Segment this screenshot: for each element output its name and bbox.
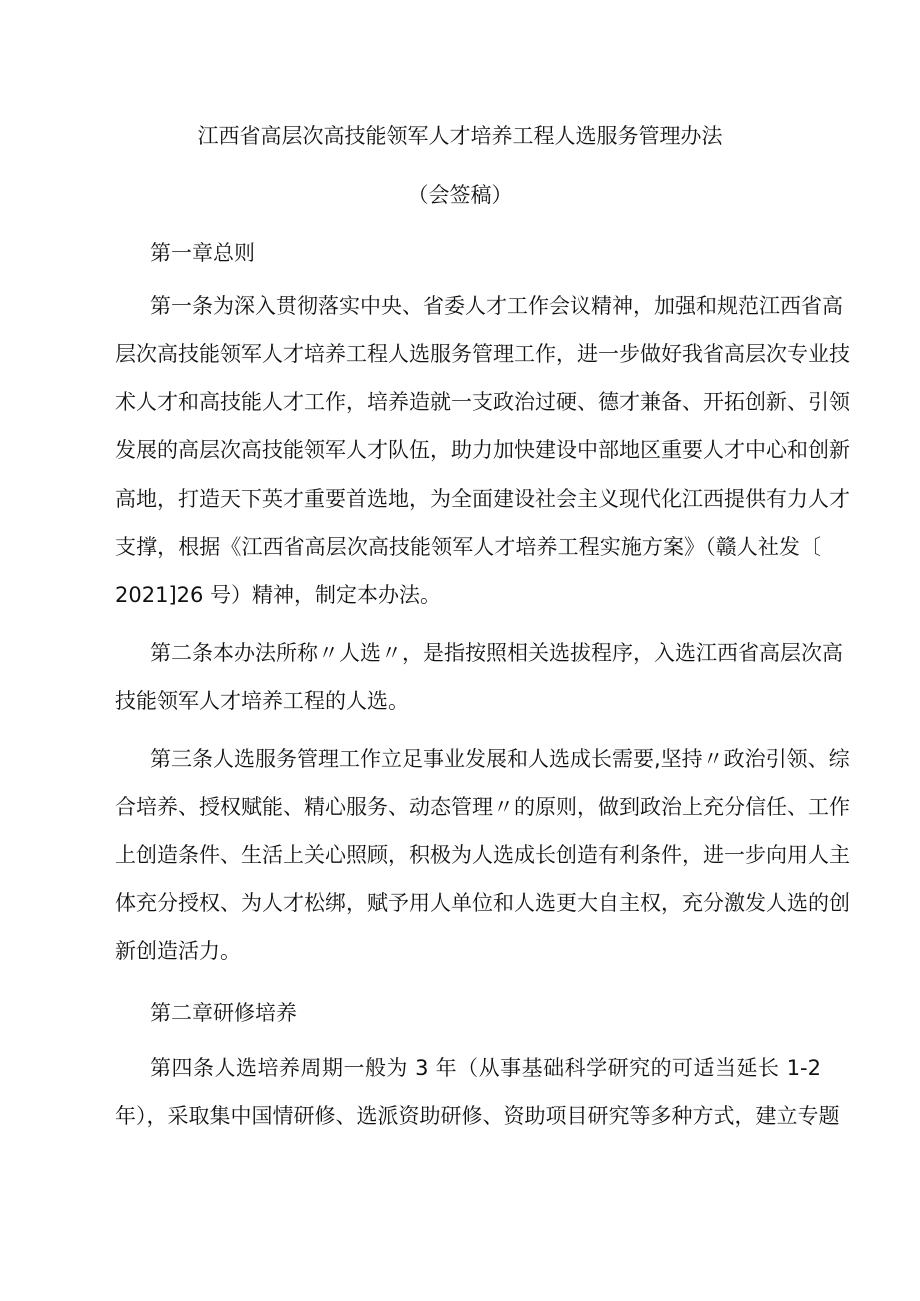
paragraph-line: 第二条本办法所称〃人选〃，是指按照相关选拔程序，入选江西省高层次高 [150,641,843,665]
paragraph-line: 发展的高层次高技能领军人才队伍，助力加快建设中部地区重要人才中心和创新 [115,438,850,462]
paragraph-line: 年），采取集中国情研修、选派资助研修、资助项目研究等多种方式，建立专题 [115,1104,840,1128]
paragraph-line: 第四条人选培养周期一般为 3 年（从事基础科学研究的可适当延长 1-2 [150,1056,821,1080]
paragraph-line: 上创造条件、生活上关心照顾，积极为人选成长创造有利条件，进一步向用人主 [115,843,850,867]
paragraph-line: 层次高技能领军人才培养工程人选服务管理工作，进一步做好我省高层次专业技 [115,342,850,366]
chapter-heading: 第二章研修培养 [150,1001,297,1025]
paragraph-line: 技能领军人才培养工程的人选。 [115,689,409,713]
paragraph-line: 体充分授权、为人才松绑，赋予用人单位和人选更大自主权，充分激发人选的创 [115,891,850,915]
paragraph-line: 合培养、授权赋能、精心服务、动态管理〃的原则，做到政治上充分信任、工作 [115,795,850,819]
chapter-heading: 第一章总则 [150,241,255,265]
document-subtitle: （会签稿） [407,183,513,207]
document-title: 江西省高层次高技能领军人才培养工程人选服务管理办法 [197,124,723,148]
paragraph-line: 2021]26 号）精神，制定本办法。 [115,583,442,607]
paragraph-line: 术人才和高技能人才工作，培养造就一支政治过硬、德才兼备、开拓创新、引领 [115,390,850,414]
paragraph-line: 第三条人选服务管理工作立足事业发展和人选成长需要,坚持〃政治引领、综 [150,747,850,771]
paragraph-line: 高地，打造天下英才重要首选地，为全面建设社会主义现代化江西提供有力人才 [115,487,850,511]
paragraph-line: 支撑，根据《江西省高层次高技能领军人才培养工程实施方案》（赣人社发〔 [115,535,821,559]
paragraph-line: 第一条为深入贯彻落实中央、省委人才工作会议精神，加强和规范江西省高 [150,294,843,318]
paragraph-line: 新创造活力。 [115,939,241,963]
